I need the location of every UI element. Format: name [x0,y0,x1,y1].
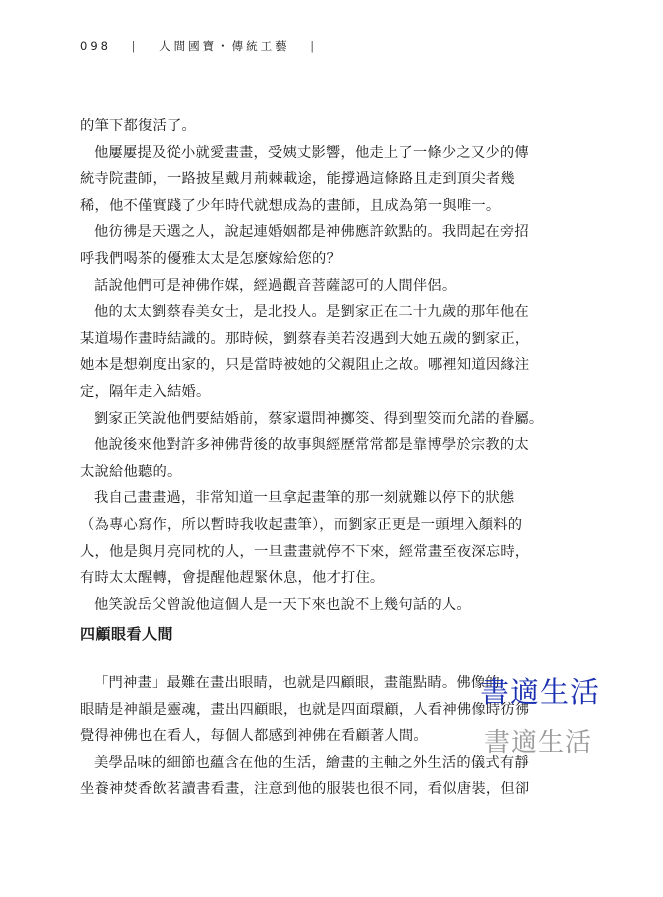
text-line: 我自己畫畫過，非常知道一旦拿起畫筆的那一刻就難以停下的狀態 [94,490,515,507]
text-line: 劉家正笑說他們要結婚前，蔡家還問神擲筊、得到聖筊而允諾的眷屬。 [94,410,544,427]
text-line: 他彷彿是天選之人，說起連婚姻都是神佛應許欽點的。我問起在旁招 [94,224,529,241]
text-line: 眼睛是神韻是靈魂，畫出四顧眼，也就是四面環顧，人看神佛像時彷彿 [80,701,530,718]
text-line: 他屢屢提及從小就愛畫畫，受姨丈影響，他走上了一條少之又少的傳 [94,144,529,161]
text-line: 稀，他不僅實踐了少年時代就想成為的畫師，且成為第一與唯一。 [80,197,501,214]
text-line: 坐養神焚香飲茗讀書看畫，注意到他的服裝也很不同，看似唐裝，但卻 [80,781,530,798]
watermark-secondary: 書適生活 [484,728,593,758]
text-line: 定，隔年走入結婚。 [80,383,211,400]
text-line: 某道場作畫時結識的。那時候，劉蔡春美若沒遇到大她五歲的劉家正， [80,330,530,347]
text-line: 話說他們可是神佛作媒，經過觀音菩薩認可的人間伴侶。 [94,277,457,294]
header-separator: | [131,39,139,53]
text-line: 他說後來他對許多神佛背後的故事與經歷常常都是靠博學於宗教的太 [94,437,529,454]
text-line: 她本是想剃度出家的，只是當時被她的父親阻止之故。哪裡知道因緣注 [80,357,530,374]
text-line: 美學品味的細節也蘊含在他的生活，繪畫的主軸之外生活的儀式有靜 [94,754,529,771]
body-text-upper [80,113,544,618]
text-line: 「門神畫」最難在畫出眼睛，也就是四顧眼，畫龍點睛。佛像的 [94,675,500,691]
text-line: 太說給他聽的。 [80,463,182,480]
text-line: 他笑說岳父曾說他這個人是一天下來也說不上幾句話的人。 [94,596,471,613]
text-line: 呼我們喝茶的優雅太太是怎麼嫁給您的？ [80,250,341,267]
text-line: 他的太太劉蔡春美女士，是北投人。是劉家正在二十九歲的那年他在 [94,304,529,321]
page-number: 098 [80,39,111,53]
text-line: 覺得神佛也在看人，每個人都感到神佛在看顧著人間。 [80,728,428,745]
body-text-lower [80,670,530,803]
text-line: 人，他是與月亮同枕的人，一旦畫畫就停不下來，經常畫至夜深忘時， [80,543,530,560]
running-header [80,38,331,54]
text-line: 的筆下都復活了。 [80,118,196,134]
section-heading: 四顧眼看人間 [80,625,174,643]
text-line: （為專心寫作，所以暫時我收起畫筆），而劉家正更是一頭埋入顏料的 [80,516,523,533]
book-title: 人間國寶・傳統工藝 [159,39,290,53]
header-separator-end: | [310,39,318,53]
text-line: 有時太太醒轉，會提醒他趕緊休息，他才打住。 [80,570,385,587]
watermark-primary: 書適生活 [480,675,601,709]
text-line: 統寺院畫師，一路披星戴月荊棘載途，能撐過這條路且走到頂尖者幾 [80,171,515,188]
